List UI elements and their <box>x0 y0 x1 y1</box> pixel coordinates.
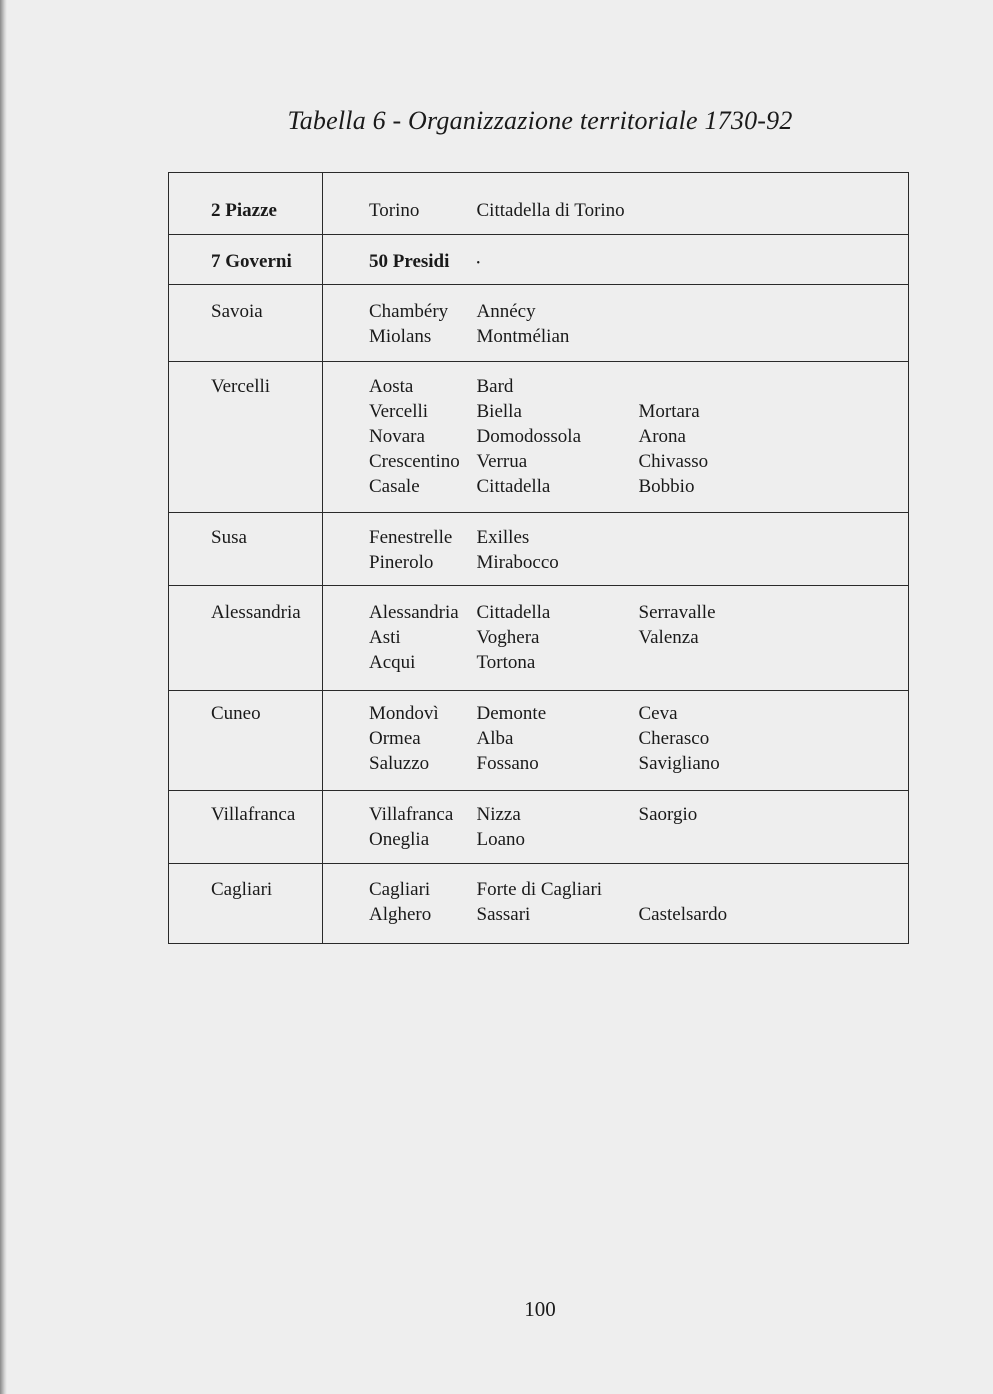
page-number: 100 <box>524 1297 556 1321</box>
presidio-name: Cittadella <box>476 602 551 623</box>
table-title: Tabella 6 - Organizzazione territoriale 1730-92 <box>287 106 793 135</box>
presidio-name: Saorgio <box>638 804 698 825</box>
presidio-name: Cagliari <box>369 879 431 900</box>
bullet-mark: • <box>476 258 481 269</box>
presidio-name: Loano <box>476 829 526 850</box>
presidio-name: Domodossola <box>476 426 581 447</box>
presidio-name: Serravalle <box>638 602 716 623</box>
presidio-name: Acqui <box>369 652 416 673</box>
table-row <box>169 791 909 864</box>
presidio-name <box>639 374 909 399</box>
presidio-name: Voghera <box>476 627 540 648</box>
presidio-name: Ceva <box>638 703 678 724</box>
presidio-name: Miolans <box>369 326 432 347</box>
presidio-name: Pinerolo <box>369 552 434 573</box>
governo-name: Savoia <box>211 301 263 322</box>
cell-value: Torino <box>369 200 420 221</box>
table-row <box>169 691 909 791</box>
presidio-name: Alessandria <box>369 602 459 623</box>
presidio-name: Arona <box>638 426 686 447</box>
presidio-name: Alghero <box>369 904 432 925</box>
governo-name: Cagliari <box>211 879 273 900</box>
presidio-name: Saluzzo <box>369 753 430 774</box>
table-row <box>169 513 909 586</box>
presidio-name: Vercelli <box>369 401 429 422</box>
presidio-name: Mondovì <box>369 703 439 724</box>
presidio-name <box>639 877 909 902</box>
presidio-name: Demonte <box>476 703 547 724</box>
presidio-name: Nizza <box>476 804 521 825</box>
presidio-name: Sassari <box>476 904 531 925</box>
cell-value: Cittadella di Torino <box>476 200 625 221</box>
presidio-name: Tortona <box>476 652 536 673</box>
presidio-name: Exilles <box>476 527 530 548</box>
column-header-presidi: 50 Presidi <box>369 251 450 272</box>
table-row <box>169 173 909 235</box>
presidio-name: Mortara <box>638 401 700 422</box>
page-edge-shadow <box>0 0 7 1394</box>
table-row <box>169 362 909 513</box>
presidio-name: Fenestrelle <box>369 527 453 548</box>
presidio-name: Bobbio <box>638 476 695 497</box>
presidio-name <box>639 650 909 675</box>
governo-name: Susa <box>211 527 247 548</box>
presidio-name: Bard <box>476 376 514 397</box>
row-header-piazze: 2 Piazze <box>211 200 277 221</box>
presidio-name: Oneglia <box>369 829 430 850</box>
presidio-name: Cherasco <box>638 728 710 749</box>
presidio-name: Valenza <box>638 627 699 648</box>
presidio-name: Mirabocco <box>476 552 559 573</box>
presidio-name: Alba <box>476 728 514 749</box>
presidio-name: Fossano <box>476 753 539 774</box>
row-header-governi: 7 Governi <box>211 251 292 272</box>
presidio-name: Savigliano <box>638 753 720 774</box>
governo-name: Vercelli <box>211 376 271 397</box>
presidio-name: Forte di Cagliari <box>476 879 603 900</box>
presidio-name: Asti <box>369 627 401 648</box>
presidio-name: Verrua <box>476 451 528 472</box>
presidio-name: Ormea <box>369 728 421 749</box>
presidio-name: Castelsardo <box>638 904 728 925</box>
presidio-name: Villafranca <box>369 804 454 825</box>
presidio-name: Cittadella <box>476 476 551 497</box>
territorial-organization-table <box>168 172 909 944</box>
table-row <box>169 235 909 285</box>
table-row <box>169 586 909 691</box>
presidio-name: Biella <box>476 401 522 422</box>
presidio-name: Chambéry <box>369 301 449 322</box>
presidio-name: Montmélian <box>476 326 570 347</box>
presidio-name: Novara <box>369 426 425 447</box>
governo-name: Alessandria <box>211 602 301 623</box>
presidio-name <box>639 827 909 852</box>
presidio-name: Aosta <box>369 376 414 397</box>
presidio-name: Chivasso <box>638 451 709 472</box>
table-row <box>169 864 909 944</box>
governo-name: Villafranca <box>211 804 296 825</box>
presidio-name: Annécy <box>476 301 536 322</box>
presidio-name: Casale <box>369 476 420 497</box>
presidio-name: Crescentino <box>369 451 460 472</box>
governo-name: Cuneo <box>211 703 261 724</box>
table-row <box>169 285 909 362</box>
